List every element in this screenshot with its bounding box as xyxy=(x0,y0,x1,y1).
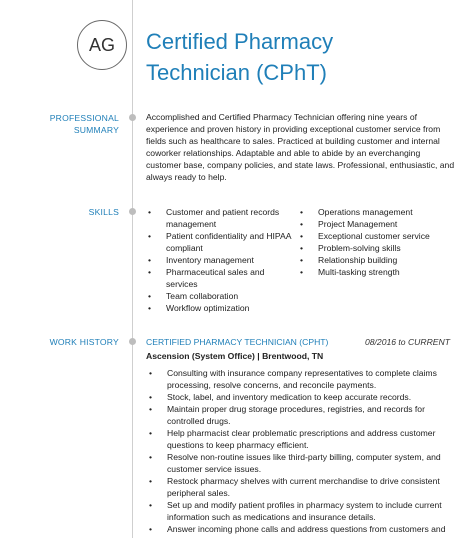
summary-label-line-2: SUMMARY xyxy=(73,125,119,135)
summary-line: customer base, company policies, and state laws. Professional, enthusiastic, and xyxy=(146,160,455,170)
section-label-work-history: WORK HISTORY xyxy=(49,337,119,347)
timeline-dot-summary xyxy=(129,114,136,121)
skill-item xyxy=(146,254,296,266)
section-label-skills: SKILLS xyxy=(88,207,119,217)
duty-item xyxy=(146,451,450,475)
skill-line: services xyxy=(166,279,198,289)
duty-line: Maintain proper drug storage procedures, registries, and records for xyxy=(167,404,425,414)
skill-line: Patient confidentiality and HIPAA xyxy=(166,231,292,241)
skills-list-right xyxy=(298,206,458,278)
skill-item xyxy=(146,302,296,314)
skill-line: management xyxy=(166,219,217,229)
duty-line: information such as medications and insurance details. xyxy=(167,512,376,522)
skills-list-left xyxy=(146,206,296,314)
duty-line: Resolve non-routine issues like third-party billing, computer system, and xyxy=(167,452,441,462)
job-title: CERTIFIED PHARMACY TECHNICIAN (CPHT) xyxy=(146,337,329,347)
summary-line: always ready to help. xyxy=(146,172,227,182)
duty-line: Consulting with insurance company representatives to complete claims xyxy=(167,368,437,378)
skill-item xyxy=(298,266,458,278)
avatar xyxy=(77,20,127,70)
skill-item xyxy=(146,230,296,254)
duty-item xyxy=(146,403,450,427)
timeline-dot-skills xyxy=(129,208,136,215)
job-date: 08/2016 to CURRENT xyxy=(364,337,450,347)
skill-item xyxy=(298,254,458,266)
duty-line: Help pharmacist clear problematic prescriptions and address customer xyxy=(167,428,436,438)
duty-line: Set up and modify patient profiles in pharmacy system to include current xyxy=(167,500,442,510)
name-line-1: Certified Pharmacy xyxy=(146,29,334,54)
summary-line: fields such as healthcare to sales. Practiced at building customer and internal xyxy=(146,136,440,146)
skill-item xyxy=(146,266,296,290)
company-name: Ascension (System Office) | Brentwood, TN xyxy=(146,351,324,361)
timeline-dot-work xyxy=(129,338,136,345)
duty-line: peripheral sales. xyxy=(167,488,231,498)
avatar-initials: AG xyxy=(88,34,115,55)
section-label-summary xyxy=(0,112,119,136)
summary-line: coworker relationships. Adaptable and able to abide by an everchanging xyxy=(146,148,421,158)
duty-line: Answer incoming phone calls and address questions from customers and xyxy=(167,524,446,534)
duty-item xyxy=(146,475,450,499)
skill-line: Team collaboration xyxy=(166,291,239,301)
skill-line: Multi-tasking strength xyxy=(318,267,400,277)
summary-label-line-1: PROFESSIONAL xyxy=(49,113,119,123)
skill-line: Customer and patient records xyxy=(166,207,280,217)
skill-line: Operations management xyxy=(318,207,413,217)
summary-line: Accomplished and Certified Pharmacy Technician offering nine years of xyxy=(146,112,418,122)
summary-text xyxy=(146,111,464,183)
duty-item xyxy=(146,523,450,535)
skill-item xyxy=(298,218,458,230)
skill-item xyxy=(298,206,458,218)
duty-line: processing, resolve concerns, and reconcile payments. xyxy=(167,380,377,390)
duty-item xyxy=(146,427,450,451)
duty-line: controlled drugs. xyxy=(167,416,231,426)
duty-line: Stock, label, and inventory medication to keep accurate records. xyxy=(167,392,412,402)
name-line-2: Technician (CPhT) xyxy=(146,60,327,85)
skill-line: Inventory management xyxy=(166,255,254,265)
skill-item xyxy=(146,290,296,302)
duty-line: Restock pharmacy shelves with current merchandise to drive consistent xyxy=(167,476,440,486)
resume-name xyxy=(146,26,333,88)
duty-line: questions to keep pharmacy efficient. xyxy=(167,440,309,450)
duty-item xyxy=(146,367,450,391)
skill-item xyxy=(298,230,458,242)
skill-line: Pharmaceutical sales and xyxy=(166,267,265,277)
duty-line: customer service issues. xyxy=(167,464,262,474)
skill-item xyxy=(298,242,458,254)
skill-line: Workflow optimization xyxy=(166,303,250,313)
skill-line: Relationship building xyxy=(318,255,398,265)
skill-line: Exceptional customer service xyxy=(318,231,430,241)
duty-item xyxy=(146,499,450,523)
duty-item xyxy=(146,391,450,403)
job-duties-list xyxy=(146,367,450,535)
timeline-divider xyxy=(132,0,133,538)
skill-line: Problem-solving skills xyxy=(318,243,401,253)
skill-item xyxy=(146,206,296,230)
skill-line: Project Management xyxy=(318,219,398,229)
summary-line: experience and proven history in providing exceptional customer service from xyxy=(146,124,441,134)
skill-line: compliant xyxy=(166,243,203,253)
